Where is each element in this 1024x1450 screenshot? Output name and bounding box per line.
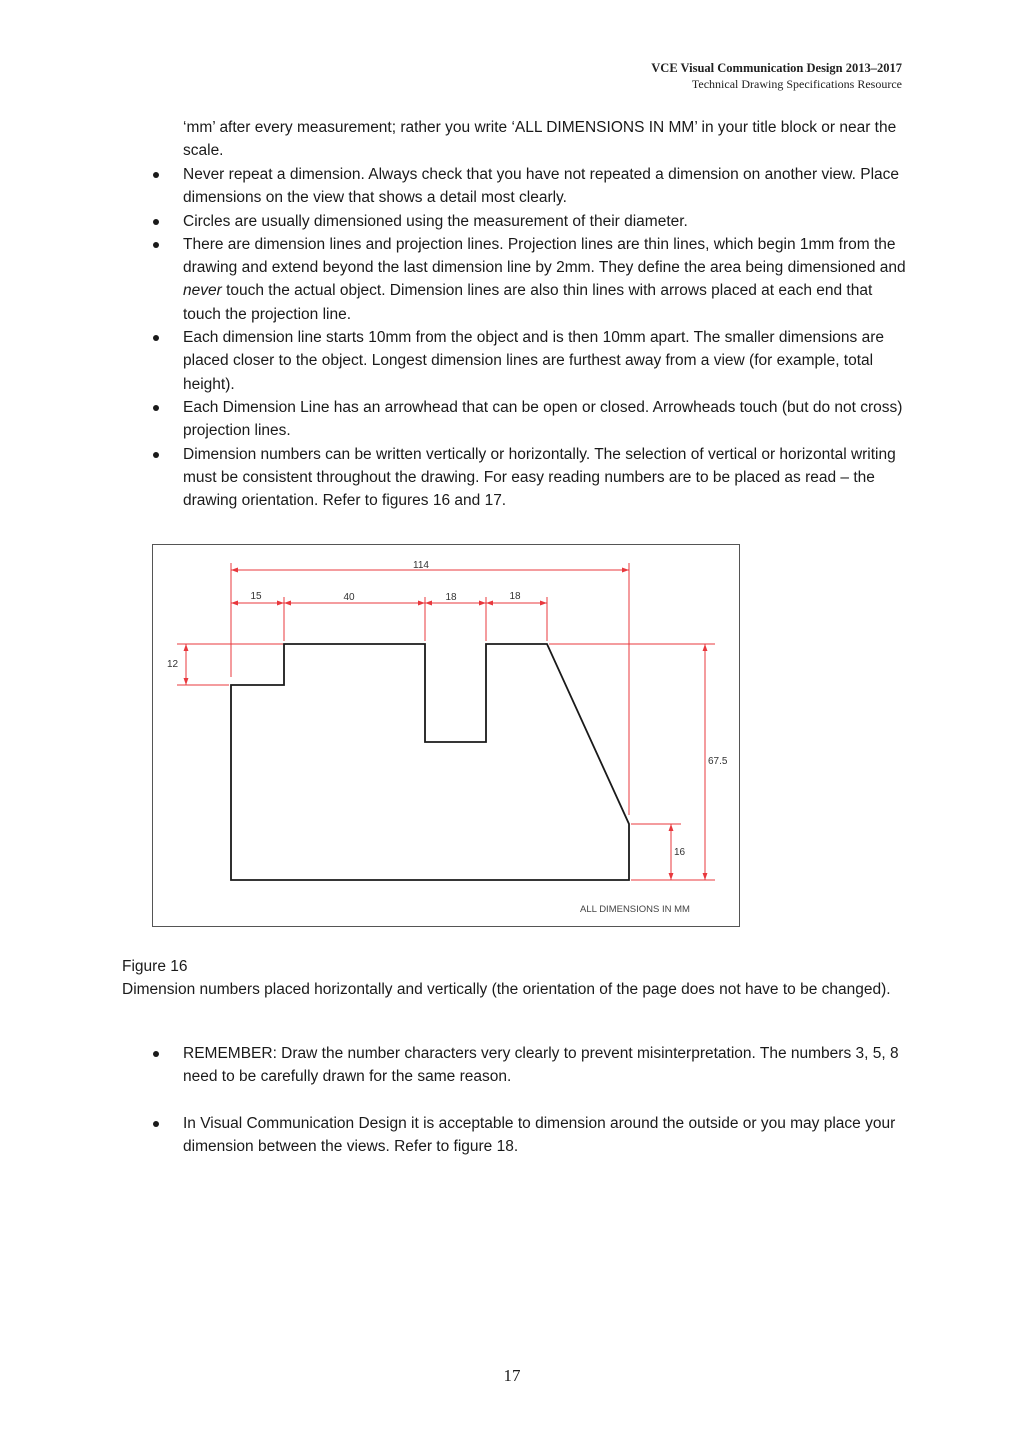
list-item — [150, 1112, 910, 1159]
list-item — [150, 326, 910, 396]
bullet-icon — [153, 1051, 159, 1057]
list-item-text-after: touch the actual object. Dimension lines are also thin lines with arrows placed at each end that touch the projection line. — [183, 282, 873, 323]
list-item-emphasis: never — [183, 282, 222, 300]
caption-text: Dimension numbers placed horizontally and vertically (the orientation of the page does not have to be changed). — [122, 981, 891, 999]
list-item — [150, 396, 910, 443]
list-item — [150, 233, 910, 326]
list-item-text: Never repeat a dimension. Always check that you have not repeated a dimension on another view. Place dimensions on the view that shows a detail most clearly. — [183, 166, 900, 207]
dimensioned-drawing — [153, 545, 741, 928]
list-item-text: Each Dimension Line has an arrowhead that can be open or closed. Arrowheads touch (but do not cross) projection lines. — [183, 398, 903, 440]
bullet-icon — [153, 242, 159, 248]
dimension-label-total-width: 114 — [413, 560, 429, 571]
dimension-label-slot-width: 18 — [445, 592, 457, 603]
dimension-label-top-left: 40 — [343, 592, 355, 603]
list-item — [150, 1042, 910, 1089]
list-item-text: Dimension numbers can be written vertically or horizontally. The selection of vertical or horizontal writing must be consistent throughout the drawing. For easy reading numbers are to be placed as read – the drawing orientation. Refer to figures 16 and 17. — [183, 445, 896, 510]
dimensioned-drawing-figure — [152, 544, 740, 927]
projection-lines — [177, 563, 715, 880]
figure-caption — [122, 955, 912, 1002]
bullet-list — [150, 163, 910, 512]
dimension-label-step-height: 12 — [167, 659, 179, 670]
dimension-lines — [186, 570, 705, 880]
list-item-text: Each dimension line starts 10mm from the object and is then 10mm apart. The smaller dimensions are placed closer to the object. Longest dimension lines are furthest away from a view (for example, total height). — [183, 329, 884, 393]
bullet-icon — [153, 405, 159, 411]
dimension-label-step-width: 15 — [250, 591, 262, 602]
caption-label: Figure 16 — [122, 958, 188, 975]
list-item-text: In Visual Communication Design it is acceptable to dimension around the outside or you may place your dimension between the views. Refer to figure 18. — [183, 1114, 896, 1155]
bullet-icon — [153, 452, 159, 458]
bullet-list-2 — [150, 1042, 910, 1181]
units-note: ALL DIMENSIONS IN MM — [580, 904, 690, 915]
list-item — [150, 443, 910, 513]
page-number: 17 — [503, 1366, 521, 1385]
object-outline — [231, 644, 629, 880]
bullet-icon — [153, 335, 159, 341]
bullet-icon — [153, 219, 159, 225]
dimension-label-corner-height: 16 — [674, 847, 686, 858]
dimension-label-top-right: 18 — [509, 591, 521, 602]
dimension-label-total-height: 67.5 — [708, 756, 728, 767]
list-item-text-before: There are dimension lines and projection lines. Projection lines are thin lines, which begin 1mm from the drawing and extend beyond the last dimension line by 2mm. They define the area being dimensioned and — [183, 235, 906, 277]
header-title: VCE Visual Communication Design 2013–2017 — [651, 61, 902, 75]
header-subtitle: Technical Drawing Specifications Resource — [691, 77, 902, 91]
list-item-text: Circles are usually dimensioned using the measurement of their diameter. — [183, 212, 688, 230]
continuation-paragraph: ‘mm’ after every measurement; rather you write ‘ALL DIMENSIONS IN MM’ in your title block or near the scale. — [183, 119, 897, 160]
bullet-icon — [153, 172, 159, 178]
running-header — [651, 60, 902, 92]
bullet-icon — [153, 1121, 159, 1127]
list-item — [150, 210, 910, 233]
list-item-text: REMEMBER: Draw the number characters very clearly to prevent misinterpretation. The numbers 3, 5, 8 need to be carefully drawn for the same reason. — [183, 1045, 899, 1086]
list-item — [150, 163, 910, 210]
